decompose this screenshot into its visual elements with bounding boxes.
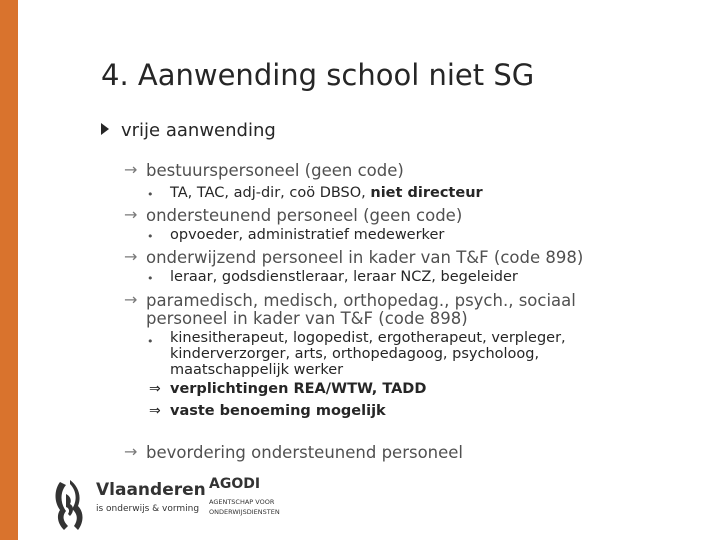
implies-icon: ⇒ [149, 403, 161, 419]
sub-list-item [170, 185, 483, 201]
main-bullet-label: vrije aanwending [121, 120, 276, 141]
implication: vaste benoeming mogelijk [170, 403, 386, 419]
list-item-continuation: personeel in kader van T&F (code 898) [146, 309, 468, 328]
list-item: onderwijzend personeel in kader van T&F (code 898) [146, 248, 584, 267]
sub-list-item: opvoeder, administratief medewerker [170, 227, 445, 243]
arrow-icon: → [124, 160, 138, 179]
list-item: ondersteunend personeel (geen code) [146, 206, 463, 225]
slide-title: 4. Aanwending school niet SG [101, 58, 535, 92]
triangle-bullet-icon [101, 123, 109, 135]
agodi-subtitle [209, 497, 299, 517]
sub-item-text: TA, TAC, adj-dir, coö DBSO, [170, 185, 371, 201]
list-item: bestuurspersoneel (geen code) [146, 161, 404, 180]
arrow-icon: → [124, 205, 138, 224]
implies-icon: ⇒ [149, 381, 161, 397]
sub-item-bold-text: niet directeur [370, 185, 483, 201]
sub-list-item-continuation: kinderverzorger, arts, orthopedagoog, psycholoog, [170, 346, 540, 362]
bullet-dot-icon: • [147, 230, 154, 243]
list-item: paramedisch, medisch, orthopedag., psych., sociaal [146, 291, 576, 310]
arrow-icon: → [124, 290, 138, 309]
vlaanderen-tagline: is onderwijs & vorming [96, 504, 200, 514]
arrow-icon: → [124, 442, 138, 461]
sub-list-item-continuation: maatschappelijk werker [170, 362, 344, 378]
arrow-icon: → [124, 247, 138, 266]
sub-list-item: leraar, godsdienstleraar, leraar NCZ, begeleider [170, 269, 518, 285]
sub-list-item: kinesitherapeut, logopedist, ergotherapeut, verpleger, [170, 330, 566, 346]
agodi-name: AGODI [209, 476, 261, 492]
main-bullet [101, 120, 276, 141]
bullet-dot-icon: • [147, 335, 154, 348]
implication: verplichtingen REA/WTW, TADD [170, 381, 427, 397]
agodi-subtitle-line: ONDERWIJSDIENSTEN [209, 508, 280, 516]
bullet-dot-icon: • [147, 272, 154, 285]
accent-bar [0, 0, 18, 540]
list-item: bevordering ondersteunend personeel [146, 443, 464, 462]
bullet-dot-icon: • [147, 188, 154, 201]
agodi-subtitle-line: AGENTSCHAP VOOR [209, 498, 275, 506]
vlaanderen-lion-logo-icon [50, 476, 90, 536]
vlaanderen-name: Vlaanderen [96, 480, 206, 500]
